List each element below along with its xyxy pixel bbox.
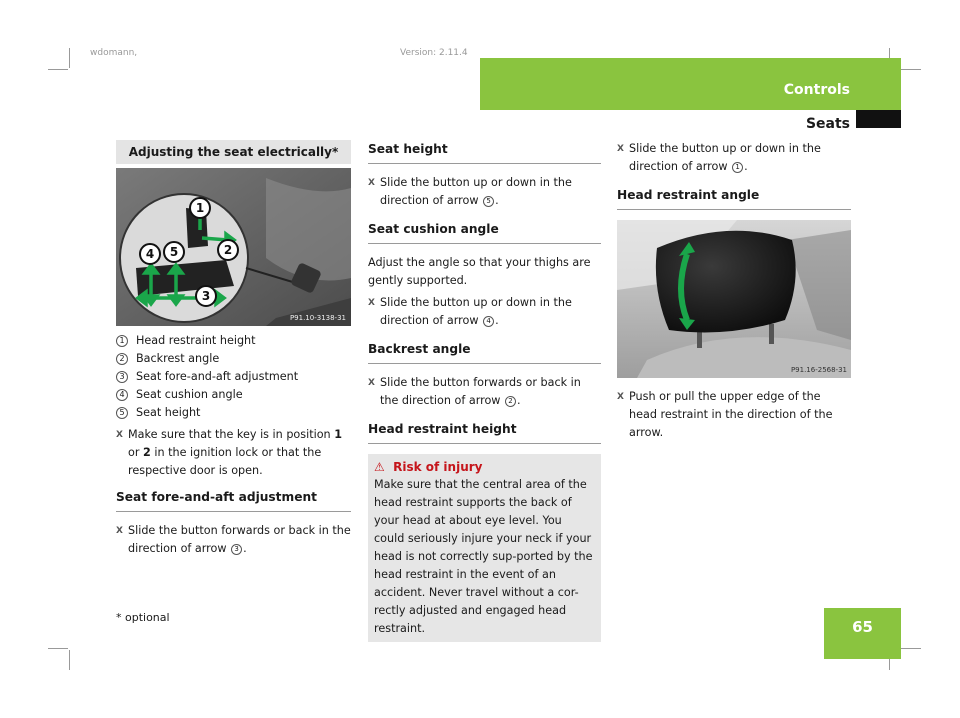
warning-icon: ⚠ [374,460,385,474]
crop-mark [48,648,68,649]
step-fore-aft: X Slide the button forwards or back in the direction of arrow 3 . [116,522,351,558]
step-head-restraint-angle: X Push or pull the upper edge of the head restraint in the direction of the arrow. [617,388,851,442]
cushion-intro: Adjust the angle so that your thighs are gently supported. [368,256,591,287]
crop-mark [69,650,70,670]
step-head-restraint-height: X Slide the button up or down in the direction of arrow 1 . [617,140,851,176]
step-seat-height: X Slide the button up or down in the direction of arrow 5 . [368,174,601,210]
warning-text: Make sure that the central area of the head restraint supports the back of your head at about eye level. You could seriously injure your neck if your head is not correctly sup-ported by the head restraint in the event of an accident. Never travel without a cor-rectly adjusted and engaged head restraint. [374,478,593,635]
footnote-optional: * optional [116,611,170,624]
figure-num-2: 2 [223,243,233,257]
topic-title: Seats [805,116,850,132]
figure-code: P91.10-3138-31 [289,314,346,322]
subheading-backrest-angle: Backrest angle [368,340,601,364]
legend-list [116,332,351,422]
step-backrest-angle: X Slide the button forwards or back in the direction of arrow 2 . [368,374,601,410]
right-column [617,140,851,442]
step-ignition: X Make sure that the key is in position 1 or 2 in the ignition lock or that the respective door is open. [116,426,351,480]
figure-num-4: 4 [145,247,155,261]
crop-mark [69,48,70,68]
list-item: 4 Seat cushion angle [116,386,351,404]
subheading-head-restraint-height: Head restraint height [368,420,601,444]
figure-code: P91.16-2568-31 [790,366,847,374]
crop-mark [48,69,68,70]
warning-box [368,454,601,642]
subheading-cushion-angle: Seat cushion angle [368,220,601,244]
section-title: Controls [783,82,850,98]
meta-left: wdomann, [90,48,138,58]
figure-num-5: 5 [169,245,179,259]
header-tab [856,110,901,128]
page-number: 65 [852,618,873,636]
middle-column [368,140,601,642]
list-item: 2 Backrest angle [116,350,351,368]
seat-switch-figure [116,168,351,326]
step-cushion-angle: X Slide the button up or down in the direction of arrow 4 . [368,294,601,330]
crop-mark [901,69,921,70]
warning-title: ⚠ Risk of injury [374,460,483,474]
list-item: 3 Seat fore-and-aft adjustment [116,368,351,386]
left-column [116,140,351,558]
subheading-fore-aft: Seat fore-and-aft adjustment [116,488,351,512]
list-item: 1 Head restraint height [116,332,351,350]
subheading-seat-height: Seat height [368,140,601,164]
figure-num-1: 1 [195,201,205,215]
list-item: 5 Seat height [116,404,351,422]
figure-num-3: 3 [201,289,211,303]
subheading-head-restraint-angle: Head restraint angle [617,186,851,210]
box-title: Adjusting the seat electrically* [116,140,351,164]
meta-right: Version: 2.11.4 [400,48,468,58]
crop-mark [901,648,921,649]
head-restraint-figure [617,220,851,378]
head-restraint-shape [656,231,796,333]
